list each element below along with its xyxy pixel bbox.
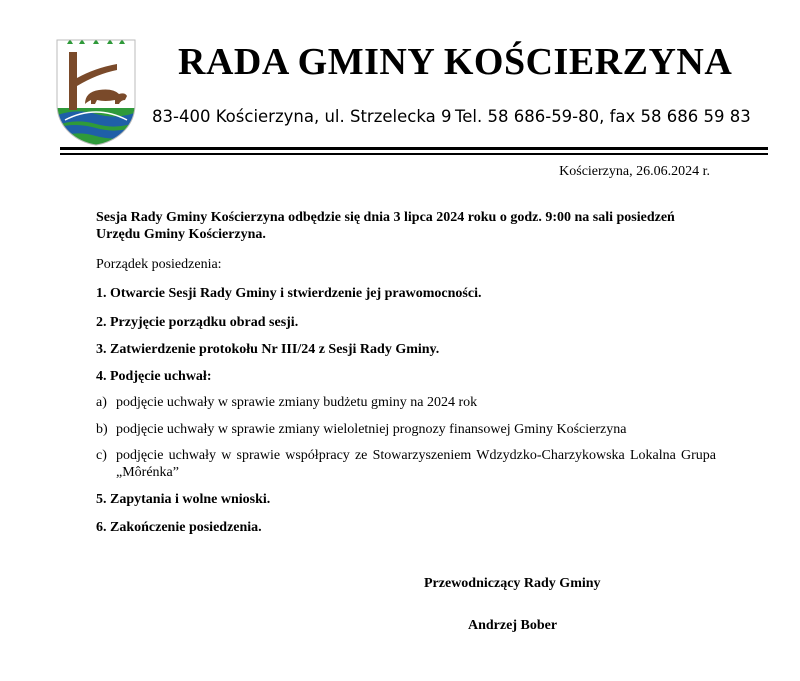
session-announcement: Sesja Rady Gminy Kościerzyna odbędzie się dnia 3 lipca 2024 roku o godz. 9:00 na sali posiedzeń Urzędu Gminy Kościerzyna. — [96, 210, 675, 242]
agenda-item-2: 2. Przyjęcie porządku obrad sesji. — [96, 315, 299, 330]
signature-role: Przewodniczący Rady Gminy — [424, 576, 601, 591]
address-text: 83-400 Kościerzyna, ul. Strzelecka 9 — [152, 107, 452, 126]
agenda-label: Porządek posiedzenia: — [96, 257, 222, 272]
signature-name: Andrzej Bober — [468, 618, 558, 633]
subitem-text: podjęcie uchwały w sprawie współpracy ze Stowarzyszeniem Wdzydzko-Charzykowska Lokalna Grupa „Môrénka” — [116, 448, 716, 480]
agenda-subitem-c — [96, 447, 716, 481]
header-divider-thin — [60, 153, 768, 155]
subitem-letter: c) — [96, 448, 107, 463]
document-date: Kościerzyna, 26.06.2024 r. — [559, 164, 710, 179]
agenda-item-3: 3. Zatwierdzenie protokołu Nr III/24 z Sesji Rady Gminy. — [96, 342, 440, 357]
subitem-text: podjęcie uchwały w sprawie zmiany budżetu gminy na 2024 rok — [116, 395, 478, 410]
subitem-text: podjęcie uchwały w sprawie zmiany wieloletniej prognozy finansowej Gminy Kościerzyna — [116, 422, 627, 437]
agenda-item-4: 4. Podjęcie uchwał: — [96, 369, 212, 384]
coat-of-arms-icon — [55, 38, 137, 146]
agenda-item-5: 5. Zapytania i wolne wnioski. — [96, 492, 271, 507]
agenda-item-1: 1. Otwarcie Sesji Rady Gminy i stwierdzenie jej prawomocności. — [96, 286, 482, 301]
subitem-letter: b) — [96, 422, 108, 437]
page-title: RADA GMINY KOŚCIERZYNA — [178, 41, 733, 83]
agenda-subitem-b — [96, 421, 716, 438]
agenda-item-6: 6. Zakończenie posiedzenia. — [96, 520, 262, 535]
subitem-letter: a) — [96, 395, 107, 410]
agenda-subitem-a — [96, 394, 716, 411]
header-divider-thick — [60, 147, 768, 150]
phone-fax-text: Tel. 58 686-59-80, fax 58 686 59 83 — [455, 107, 751, 126]
